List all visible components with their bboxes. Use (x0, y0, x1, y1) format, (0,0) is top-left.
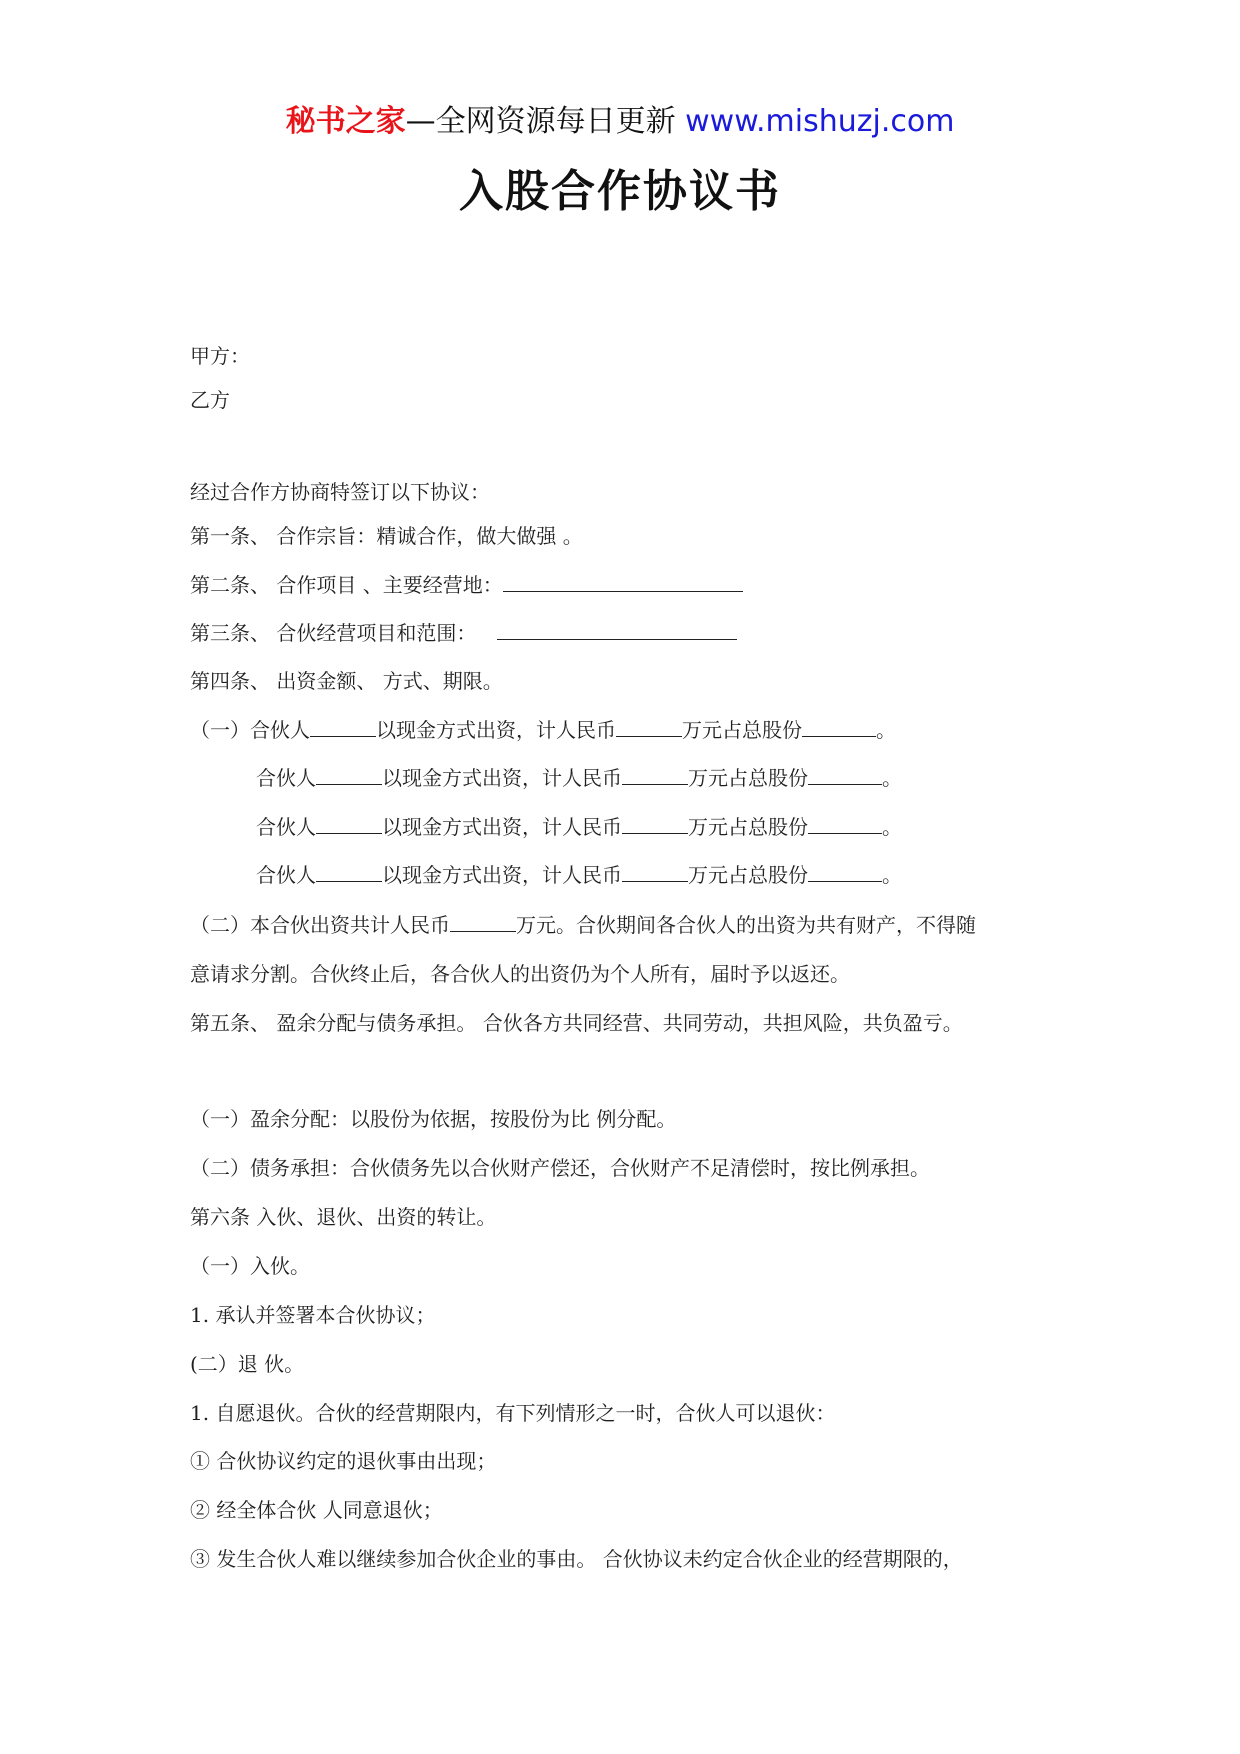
contribution-cash-label: 以现金方式出资，计人民币 (376, 718, 616, 742)
document-title: 入股合作协议书 (459, 166, 781, 217)
contribution-row (256, 764, 902, 792)
article-2-label: 第二条、 合作项目 、主要经营地： (190, 573, 503, 597)
contribution-partner-label: 合伙人 (256, 766, 316, 790)
contribution-share-label: 万元占总股份 (688, 815, 808, 839)
share-blank (808, 813, 882, 834)
partner-blank (316, 764, 382, 785)
article-5: 第五条、 盈余分配与债务承担。 合伙各方共同经营、共同劳动，共担风险，共负盈亏。 (190, 1011, 963, 1035)
contribution-partner-label: 合伙人 (250, 718, 310, 742)
article-3 (190, 619, 737, 647)
contribution-cash-label: 以现金方式出资，计人民币 (382, 863, 622, 887)
contribution-prefix: （一） (190, 718, 250, 742)
brand-url-link[interactable]: www.mishuzj.com (685, 104, 955, 139)
partner-blank (310, 716, 376, 737)
article-1: 第一条、 合作宗旨：精诚合作，做大做强 。 (190, 524, 583, 548)
contribution-row (190, 716, 896, 744)
contribution-cash-label: 以现金方式出资，计人民币 (382, 766, 622, 790)
contribution-row (256, 813, 902, 841)
brand-name: 秘书之家 (285, 104, 406, 139)
party-a-label: 甲方： (190, 344, 250, 368)
amount-blank (616, 716, 682, 737)
contribution-partner-label: 合伙人 (256, 863, 316, 887)
join-item-1: 1. 承认并签署本合伙协议； (190, 1303, 436, 1327)
section-4-2-text-b: 万元。合伙期间各合伙人的出资为共有财产，不得随 (516, 913, 976, 937)
contribution-share-label: 万元占总股份 (688, 766, 808, 790)
article-5-item-1: （一）盈余分配：以股份为依据，按股份为比 例分配。 (190, 1107, 677, 1131)
article-3-blank (497, 619, 737, 640)
article-2-blank (503, 571, 743, 592)
party-b-label: 乙方 (190, 388, 230, 412)
exit-condition-3: ③ 发生合伙人难以继续参加合伙企业的事由。 合伙协议未约定合伙企业的经营期限的， (190, 1547, 963, 1571)
contribution-share-label: 万元占总股份 (682, 718, 802, 742)
article-3-label: 第三条、 合伙经营项目和范围： (190, 621, 483, 645)
contribution-share-label: 万元占总股份 (688, 863, 808, 887)
article-5-item-2: （二）债务承担：合伙债务先以合伙财产偿还，合伙财产不足清偿时，按比例承担。 (190, 1156, 930, 1180)
intro-text: 经过合作方协商特签订以下协议： (190, 480, 490, 504)
amount-blank (622, 813, 688, 834)
join-heading: （一）入伙。 (190, 1254, 310, 1278)
exit-condition-1: ① 合伙协议约定的退伙事由出现； (190, 1449, 497, 1473)
share-blank (802, 716, 876, 737)
section-4-2-line-2: 意请求分割。合伙终止后，各合伙人的出资仍为个人所有，届时予以返还。 (190, 962, 850, 986)
contribution-partner-label: 合伙人 (256, 815, 316, 839)
exit-item-1: 1. 自愿退伙。合伙的经营期限内，有下列情形之一时，合伙人可以退伙： (190, 1401, 836, 1425)
contribution-end: 。 (876, 718, 896, 742)
brand-slogan: —全网资源每日更新 (405, 104, 686, 139)
amount-blank (622, 764, 688, 785)
exit-heading: (二）退 伙。 (190, 1352, 305, 1376)
contribution-row (256, 861, 902, 889)
share-blank (808, 764, 882, 785)
contribution-end: 。 (882, 766, 902, 790)
article-6: 第六条 入伙、退伙、出资的转让。 (190, 1205, 497, 1229)
site-banner (0, 100, 1240, 144)
contribution-end: 。 (882, 863, 902, 887)
partner-blank (316, 813, 382, 834)
partner-blank (316, 861, 382, 882)
share-blank (808, 861, 882, 882)
amount-blank (622, 861, 688, 882)
article-2 (190, 571, 743, 599)
section-4-2-text-a: （二）本合伙出资共计人民币 (190, 913, 450, 937)
contribution-cash-label: 以现金方式出资，计人民币 (382, 815, 622, 839)
exit-condition-2: ② 经全体合伙 人同意退伙； (190, 1498, 443, 1522)
section-4-2-line-1 (190, 911, 976, 939)
article-4: 第四条、 出资金额、 方式、期限。 (190, 669, 503, 693)
total-amount-blank (450, 911, 516, 932)
contribution-end: 。 (882, 815, 902, 839)
